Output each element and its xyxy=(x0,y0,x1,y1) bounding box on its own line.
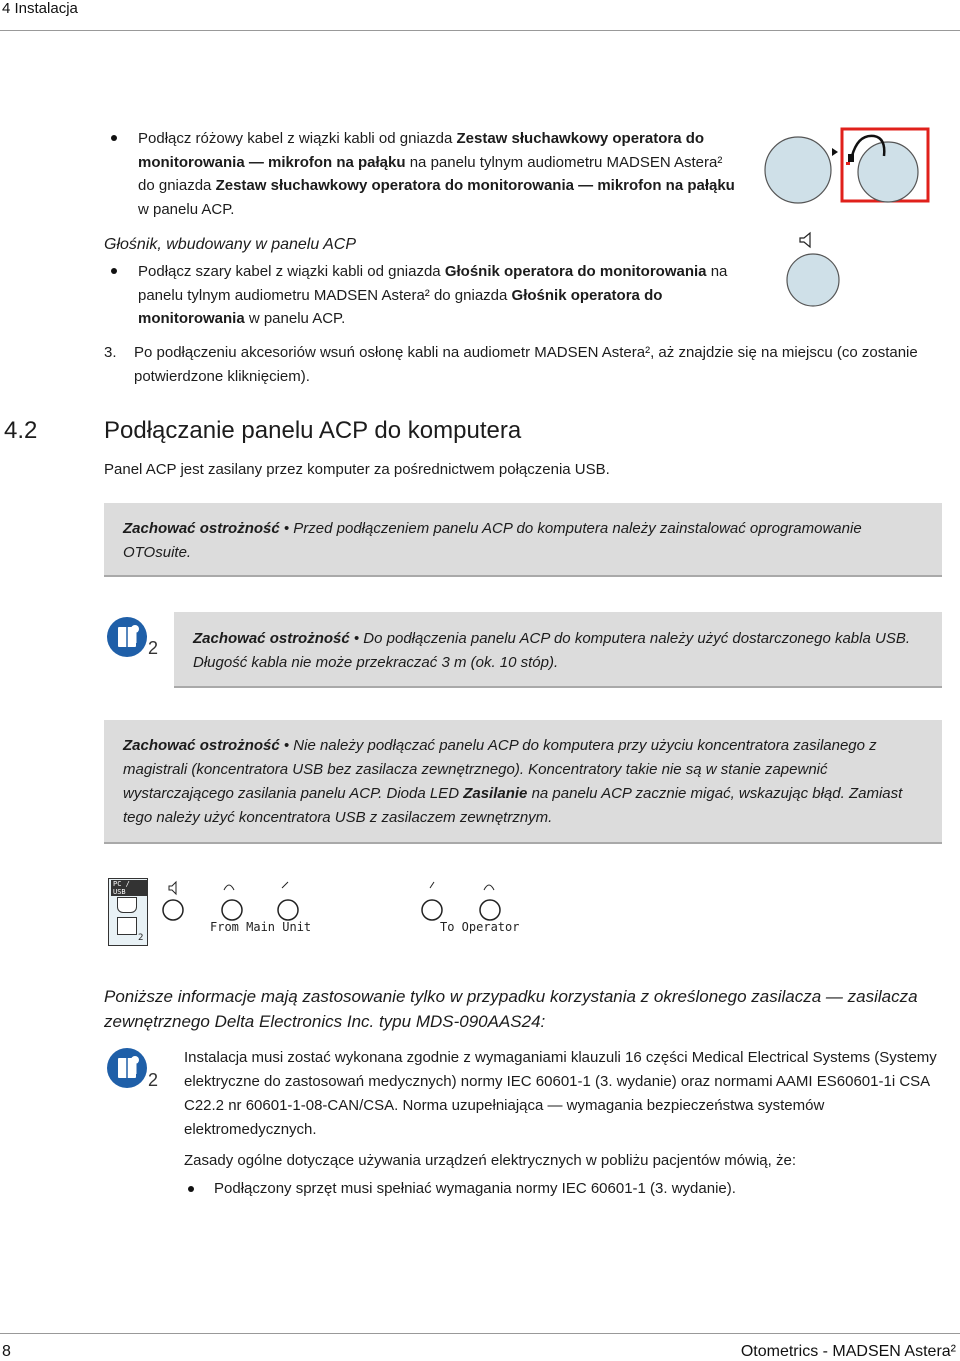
caution-box-usb-hub: Zachować ostrożność • Nie należy podłączać panelu ACP do komputera przy użyciu koncentratora zasilanego z magistrali (koncentratora USB bez zasilacza zewnętrznego). Koncentratory takie nie są w stanie zapewnić wystarczającego zasilania panelu ACP. Dioda LED Zasilanie na panelu ACP zacznie migać, wskazując błąd. Zamiast tego należy użyć koncentratora USB z zasilaczem zewnętrznym. xyxy=(104,720,942,844)
jack xyxy=(480,900,500,920)
headset-icon xyxy=(224,885,234,890)
section-number: 4.2 xyxy=(4,417,38,444)
headset-jack-illustration xyxy=(762,126,932,206)
right-jack xyxy=(858,142,918,202)
port-icon xyxy=(117,917,137,935)
warning-badge-number: 2 xyxy=(148,1070,159,1090)
usb-port-icon xyxy=(117,897,137,913)
manual-icon xyxy=(105,615,149,659)
left-jack xyxy=(765,137,831,203)
step-number: 3. xyxy=(104,344,117,361)
speaker-jack xyxy=(787,254,839,306)
bullet-dot xyxy=(188,1186,194,1192)
caution-box-cable: Zachować ostrożność • Do podłączenia panelu ACP do komputera należy użyć dostarczonego kabla USB. Długość kabla nie może przekraczać 3 m (ok. 10 stóp). xyxy=(174,612,942,688)
microphone-icon xyxy=(282,882,288,888)
speaker-icon xyxy=(800,233,810,247)
footer-product: Otometrics - MADSEN Astera² xyxy=(740,1343,956,1360)
speaker-subheading: Głośnik, wbudowany w panelu ACP xyxy=(104,236,356,253)
footer-divider xyxy=(0,1333,960,1334)
step3-text: Po podłączeniu akcesoriów wsuń osłonę kabli na audiometr MADSEN Astera², aż znajdzie się na miejscu (co zostanie potwierdzone kliknięciem). xyxy=(134,344,918,385)
header-divider xyxy=(0,30,960,31)
microphone-icon xyxy=(430,882,434,888)
equipment-requirement: Podłączony sprzęt musi spełniać wymagania normy IEC 60601-1 (3. wydanie). xyxy=(214,1180,736,1197)
bullet-speaker-text: Podłącz szary kabel z wiązki kabli od gniazda Głośnik operatora do monitorowania na panelu tylnym audiometru MADSEN Astera² do gniazda Głośnik operatora do monitorowania w panelu ACP. xyxy=(138,263,728,327)
section-title: Podłączanie panelu ACP do komputera xyxy=(104,417,522,444)
jack xyxy=(163,900,183,920)
jack xyxy=(222,900,242,920)
from-main-unit-label: From Main Unit xyxy=(210,920,312,934)
power-supply-note: Poniższe informacje mają zastosowanie tylko w przypadku korzystania z określonego zasilacza — zasilacza zewnętrznego Delta Electronics Inc. typu MDS-090AAS24: xyxy=(104,987,918,1031)
bullet-headset-text: Podłącz różowy kabel z wiązki kabli od gniazda Zestaw słuchawkowy operatora do monitorowania — mikrofon na pałąku na panelu tylnym audiometru MADSEN Astera² do gniazda Zestaw słuchawkowy operatora do monitorowania — mikrofon na pałąku w panelu ACP. xyxy=(138,130,735,218)
headset-icon xyxy=(484,885,494,890)
usb-port-panel xyxy=(108,878,148,946)
speaker-jack-illustration xyxy=(780,228,850,308)
bullet-dot xyxy=(111,268,117,274)
section-intro: Panel ACP jest zasilany przez komputer za pośrednictwem połączenia USB. xyxy=(104,461,610,478)
general-rules-intro: Zasady ogólne dotyczące używania urządzeń elektrycznych w pobliżu pacjentów mówią, że: xyxy=(184,1152,796,1169)
bullet-dot xyxy=(111,135,117,141)
speaker-icon xyxy=(169,882,176,894)
page-number: 8 xyxy=(2,1343,11,1360)
caution-box-software: Zachować ostrożność • Przed podłączeniem panelu ACP do komputera należy zainstalować oprogramowanie OTOsuite. xyxy=(104,503,942,577)
jack xyxy=(422,900,442,920)
manual-icon xyxy=(105,1046,149,1090)
warning-badge-number: 2 xyxy=(148,638,159,658)
to-operator-label: To Operator xyxy=(440,920,520,934)
install-requirements: Instalacja musi zostać wykonana zgodnie z wymaganiami klauzuli 16 części Medical Electrical Systems (Systemy elektryczne do zastosowań medycznych) normy IEC 60601-1 (3. wydanie) oraz normami AAMI ES60601-1i CSA C22.2 nr 60601-1-08-CAN/CSA. Norma uzupełniająca — wymagania bezpieczeństwa systemów elektromedycznych. xyxy=(184,1049,937,1138)
panel-badge: 2 xyxy=(138,933,144,943)
running-header: 4 Instalacja xyxy=(2,0,78,17)
jack xyxy=(278,900,298,920)
usb-label: PC / USB xyxy=(111,880,147,896)
